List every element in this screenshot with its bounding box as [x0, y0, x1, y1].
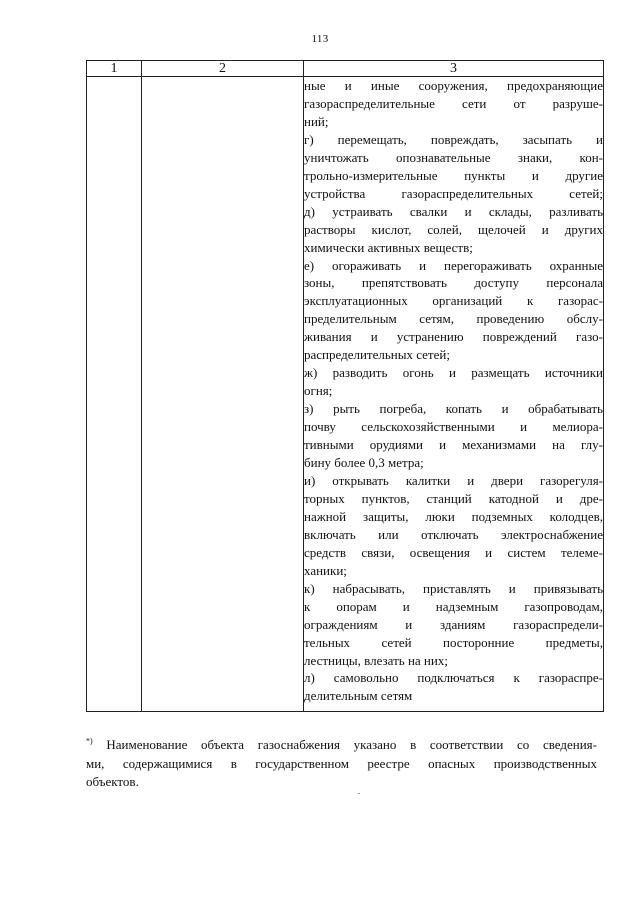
text-line: эксплуатационных организаций к газорас-: [304, 293, 603, 309]
text-line: л) самовольно подключаться к газораспре-: [304, 670, 603, 686]
text-line: устройства газораспределительных сетей;: [304, 185, 603, 201]
footnote-line: объектов.: [86, 774, 139, 789]
text-line: средств связи, освещения и систем телеме-: [304, 544, 603, 560]
text-line: з) рыть погреба, копать и обрабатывать: [304, 401, 603, 417]
text-line: живания и устранению повреждений газо-: [304, 329, 603, 345]
text-line: растворы кислот, солей, щелочей и других: [304, 221, 603, 237]
text-line: д) устраивать свалки и склады, разливать: [304, 203, 603, 219]
text-line: ж) разводить огонь и размещать источники: [304, 365, 603, 381]
text-line: уничтожать опознавательные знаки, кон-: [304, 149, 603, 165]
text-line: огня;: [304, 383, 333, 399]
table-cell-col1: [87, 77, 142, 712]
column-header-3: 3: [304, 61, 604, 77]
text-line: к опорам и надземным газопроводам,: [304, 598, 603, 614]
text-line: ний;: [304, 113, 329, 129]
table-cell-col2: [142, 77, 304, 712]
text-line: бину более 0,3 метра;: [304, 455, 424, 471]
text-line: химически активных веществ;: [304, 239, 473, 255]
text-line: торных пунктов, станций катодной и дре-: [304, 490, 603, 506]
text-line: пределительным сетям, проведению обслу-: [304, 311, 603, 327]
text-line: зоны, препятствовать доступу персонала: [304, 275, 603, 291]
text-line: ханики;: [304, 562, 347, 578]
text-line: тивными орудиями и механизмами на глу-: [304, 437, 603, 453]
text-line: тельных сетей посторонние предметы,: [304, 634, 603, 650]
footnote-marker: *): [86, 736, 93, 746]
text-line: и) открывать калитки и двери газорегуля-: [304, 472, 603, 488]
table-row: [87, 77, 604, 712]
footnote-text: Наименование объекта газоснабжения указано в соответствии со сведения-: [92, 737, 597, 752]
text-line: распределительных сетей;: [304, 347, 450, 363]
text-line: ные и иные сооружения, предохраняющие: [304, 78, 603, 93]
requirements-table: [86, 60, 604, 712]
table-cell-col3: [304, 77, 604, 712]
column-header-1: 1: [87, 61, 142, 77]
text-line: газораспределительные сети от разруше-: [304, 95, 603, 111]
text-line: делительным сетям: [304, 688, 413, 704]
footnote: [86, 736, 597, 792]
table-header-row: [87, 61, 604, 77]
text-line: ограждениям и зданиям газораспредели-: [304, 616, 603, 632]
page-number: 113: [311, 33, 329, 45]
column-header-2: 2: [142, 61, 304, 77]
text-line: е) огораживать и перегораживать охранные: [304, 257, 603, 273]
scan-speck: [358, 793, 360, 794]
footnote-line: ми, содержащимися в государственном реестре опасных производственных: [86, 755, 597, 771]
footnote-line: [86, 736, 597, 755]
text-line: включать или отключать электроснабжение: [304, 526, 603, 542]
text-line: г) перемещать, повреждать, засыпать и: [304, 131, 603, 147]
text-line: к) набрасывать, приставлять и привязывать: [304, 580, 603, 596]
text-line: лестницы, влезать на них;: [304, 652, 448, 668]
text-line: трольно-измерительные пункты и другие: [304, 167, 603, 183]
text-line: почву сельскохозяйственными и мелиора-: [304, 419, 603, 435]
text-line: нажной защиты, люки подземных колодцев,: [304, 508, 603, 524]
